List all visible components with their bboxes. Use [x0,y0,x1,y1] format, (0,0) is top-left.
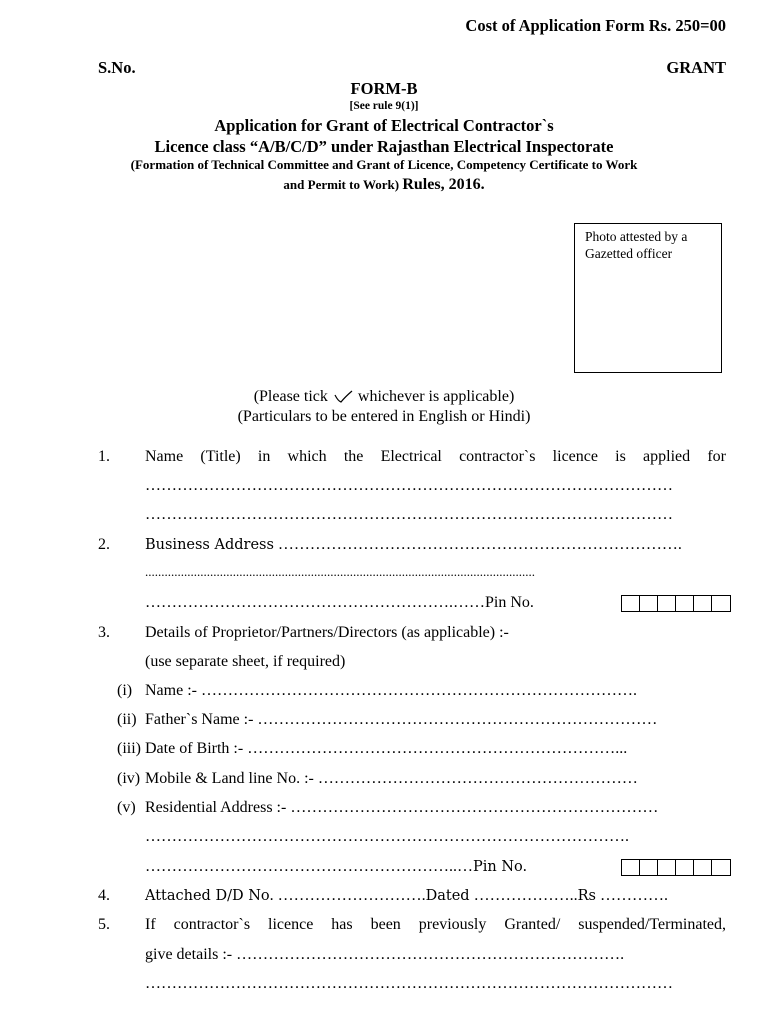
pin-box[interactable] [640,860,658,875]
item-3-ii-number: (ii) [117,711,137,728]
date-of-birth-field[interactable]: Date of Birth :- ……………………………………………………………... [145,740,628,757]
previous-licence-details-line-1[interactable]: give details :- ………………………………………………………………. [145,946,625,963]
language-instruction: (Particulars to be entered in English or Hindi) [237,408,531,425]
pin-box[interactable] [658,596,676,611]
item-3-number: 3. [98,624,110,641]
dd-amount-label: Rs [577,888,596,904]
item-3-v-number: (v) [117,799,136,816]
licence-class-title: Licence class “A/B/C/D” under Rajasthan Electrical Inspectorate [154,137,614,156]
dd-dated-dots: ……………….. [469,887,578,904]
pin-box[interactable] [694,596,712,611]
pin-box[interactable] [676,596,694,611]
item-3-note: (use separate sheet, if required) [145,653,346,670]
pin-box[interactable] [676,860,694,875]
item-3-text: Details of Proprietor/Partners/Directors (as applicable) :- [145,624,509,641]
item-2-number: 2. [98,536,110,553]
rules-subtitle-line1: (Formation of Technical Committee and Grant of Licence, Competency Certificate to Work [130,157,638,172]
pin-box[interactable] [694,860,712,875]
item-1-text: Name (Title) in which the Electrical contractor`s licence is applied for [145,448,726,465]
photo-box[interactable] [574,223,722,373]
pin-box[interactable] [712,596,730,611]
tick-instruction-end: whichever is applicable) [357,388,515,405]
tick-instruction-start: (Please tick [253,388,328,405]
previous-licence-details-line-2[interactable]: ……………………………………………………………………………………… [145,975,673,992]
residential-pin-label: Pin No. [473,859,528,875]
dd-amount-dots: …………. [595,887,668,904]
pin-box[interactable] [622,860,640,875]
item-1-number: 1. [98,448,110,465]
dd-dated-label: Dated [425,888,470,904]
father-name-field[interactable]: Father`s Name :- ………………………………………………………………… [145,711,658,728]
residential-address-dots: …………………………………………………..… [145,858,473,875]
tick-mark-icon [332,389,354,403]
business-address-line-2[interactable]: ........................................................................................................................ [145,564,535,579]
item-3-iii-number: (iii) [117,740,141,757]
business-pin-code-boxes[interactable] [621,595,731,612]
tick-instruction [0,388,768,406]
item-1-fill-line-1[interactable]: ……………………………………………………………………………………… [145,477,673,494]
residential-pin-code-boxes[interactable] [621,859,731,876]
photo-box-label: Photo attested by a Gazetted officer [585,229,688,261]
item-1-fill-line-2[interactable]: ……………………………………………………………………………………… [145,506,673,523]
item-5-text: If contractor`s licence has been previously Granted/ suspended/Terminated, [145,916,726,933]
item-4-number: 4. [98,887,110,904]
business-address-label: Business Address [145,537,274,553]
business-address-line-1[interactable] [145,536,682,554]
proprietor-name-field[interactable]: Name :- ………………………………………………………………………. [145,682,637,699]
mobile-landline-field[interactable]: Mobile & Land line No. :- …………………………………………………… [145,770,638,787]
demand-draft-line[interactable] [145,887,668,905]
pin-box[interactable] [658,860,676,875]
application-cost: Cost of Application Form Rs. 250=00 [465,16,726,35]
pin-box[interactable] [622,596,640,611]
item-3-iv-number: (iv) [117,770,141,787]
dd-number-dots: . ………………………. [269,887,426,904]
residential-address-line-3[interactable] [145,858,527,876]
business-address-line-3[interactable]: ………………………………………………….……Pin No. [145,594,534,611]
residential-address-line-2[interactable]: ………………………………………………………………………………. [145,828,629,845]
rules-subtitle-line2 [0,176,768,194]
dd-number-label: Attached D/D No [145,888,270,904]
rule-reference: [See rule 9(1)] [349,100,419,112]
business-address-dots: …………………………………………………………………. [273,536,682,553]
pin-box[interactable] [640,596,658,611]
item-5-number: 5. [98,916,110,933]
serial-number-label: S.No. [98,58,136,77]
application-title: Application for Grant of Electrical Contractor`s [214,116,554,135]
rules-year: Rules, 2016. [402,176,485,193]
rules-subtitle-text: and Permit to Work) [283,177,400,192]
form-title: FORM-B [350,79,418,98]
pin-box[interactable] [712,860,730,875]
grant-label: GRANT [666,58,726,77]
item-3-i-number: (i) [117,682,133,699]
residential-address-line-1[interactable]: Residential Address :- …………………………………………………………… [145,799,659,816]
